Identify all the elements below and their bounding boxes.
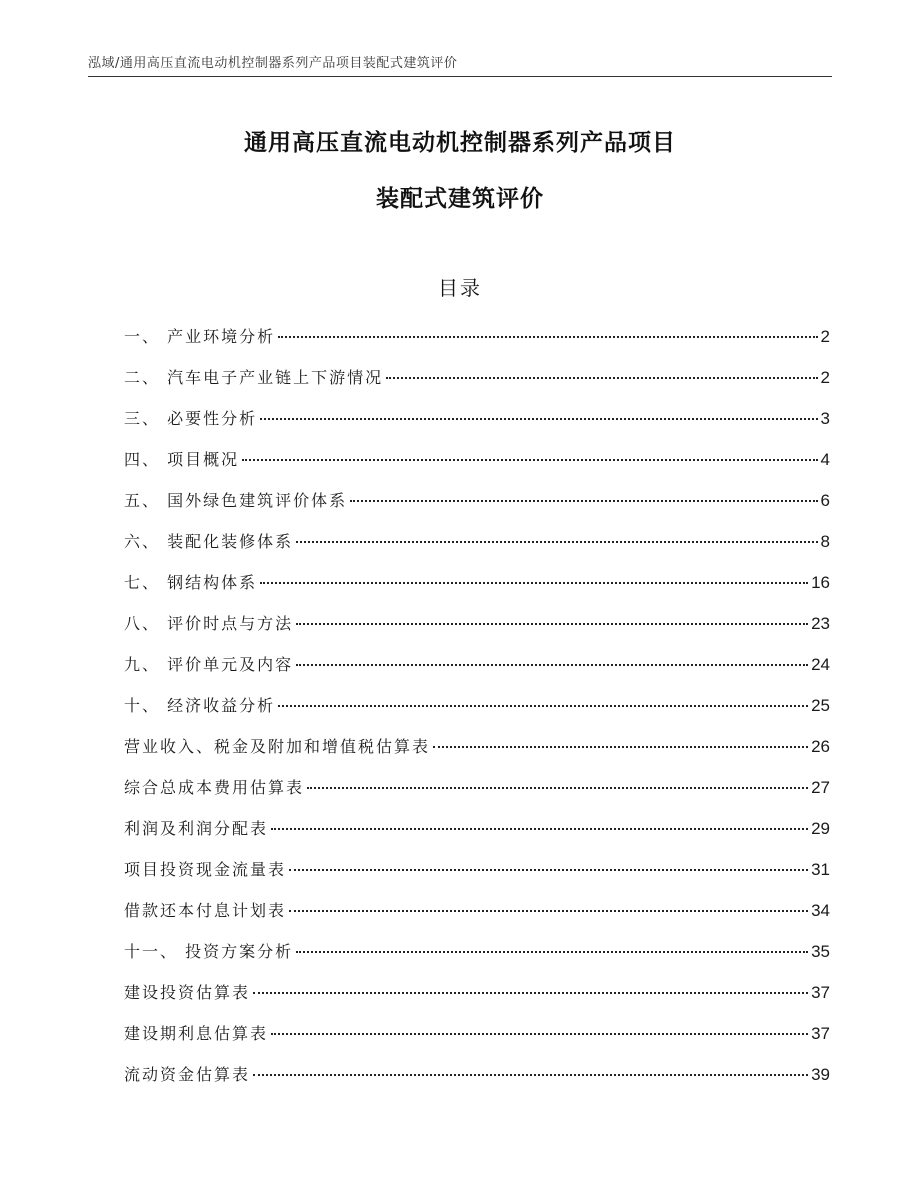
toc-heading: 目录 bbox=[438, 276, 482, 300]
toc-leader-dots bbox=[296, 541, 817, 543]
toc-entry-label: 五、 国外绿色建筑评价体系 bbox=[124, 491, 348, 510]
toc-entry-label: 建设期利息估算表 bbox=[124, 1024, 269, 1043]
toc-entry-page: 25 bbox=[811, 696, 830, 715]
toc-leader-dots bbox=[253, 1074, 808, 1076]
toc-leader-dots bbox=[296, 951, 808, 953]
toc-entry-label: 建设投资估算表 bbox=[124, 983, 251, 1002]
toc-leader-dots bbox=[260, 582, 808, 584]
toc-entry-page: 8 bbox=[820, 532, 830, 551]
toc-entry-page: 6 bbox=[820, 491, 830, 510]
header-divider bbox=[88, 76, 832, 77]
toc-entry[interactable] bbox=[124, 855, 830, 896]
toc-entry-page: 2 bbox=[820, 327, 830, 346]
toc-entry[interactable] bbox=[124, 978, 830, 1019]
toc-entry-page: 23 bbox=[811, 614, 830, 633]
toc-leader-dots bbox=[386, 377, 817, 379]
toc-entry[interactable] bbox=[124, 1019, 830, 1060]
toc-entry-page: 35 bbox=[811, 942, 830, 961]
toc-entry-label: 十一、 投资方案分析 bbox=[124, 942, 294, 961]
toc-entry-page: 3 bbox=[820, 409, 830, 428]
toc-entry-page: 37 bbox=[811, 983, 830, 1002]
toc-entry-page: 34 bbox=[811, 901, 830, 920]
toc-entry-page: 29 bbox=[811, 819, 830, 838]
toc-leader-dots bbox=[278, 336, 817, 338]
toc-entry-label: 十、 经济收益分析 bbox=[124, 696, 276, 715]
toc-leader-dots bbox=[296, 623, 808, 625]
toc-entry[interactable] bbox=[124, 527, 830, 568]
toc-entry-label: 三、 必要性分析 bbox=[124, 409, 258, 428]
toc-entry-label: 七、 钢结构体系 bbox=[124, 573, 258, 592]
toc-entry[interactable] bbox=[124, 445, 830, 486]
toc-entry[interactable] bbox=[124, 773, 830, 814]
toc-leader-dots bbox=[289, 869, 808, 871]
toc-entry[interactable] bbox=[124, 1060, 830, 1101]
toc-leader-dots bbox=[271, 828, 808, 830]
toc-entry-label: 八、 评价时点与方法 bbox=[124, 614, 294, 633]
toc-entry[interactable] bbox=[124, 691, 830, 732]
toc-leader-dots bbox=[253, 992, 808, 994]
toc-entry[interactable] bbox=[124, 404, 830, 445]
document-title-line-1: 通用高压直流电动机控制器系列产品项目 bbox=[244, 130, 676, 156]
running-header: 泓域/通用高压直流电动机控制器系列产品项目装配式建筑评价 bbox=[88, 56, 458, 71]
toc-entry[interactable] bbox=[124, 814, 830, 855]
toc-entry-label: 流动资金估算表 bbox=[124, 1065, 251, 1084]
document-title-line-2: 装配式建筑评价 bbox=[376, 186, 544, 212]
toc-entry-label: 一、 产业环境分析 bbox=[124, 327, 276, 346]
toc-entry-page: 39 bbox=[811, 1065, 830, 1084]
toc-leader-dots bbox=[350, 500, 817, 502]
toc-entry-label: 综合总成本费用估算表 bbox=[124, 778, 305, 797]
toc-leader-dots bbox=[289, 910, 808, 912]
toc-entry-label: 项目投资现金流量表 bbox=[124, 860, 287, 879]
toc-entry[interactable] bbox=[124, 322, 830, 363]
toc-leader-dots bbox=[307, 787, 808, 789]
toc-leader-dots bbox=[278, 705, 808, 707]
toc-entry-label: 借款还本付息计划表 bbox=[124, 901, 287, 920]
toc-entry-page: 2 bbox=[820, 368, 830, 387]
toc-entry[interactable] bbox=[124, 937, 830, 978]
toc-entry[interactable] bbox=[124, 609, 830, 650]
toc-entry-page: 26 bbox=[811, 737, 830, 756]
toc-entry-page: 37 bbox=[811, 1024, 830, 1043]
toc-entry-label: 四、 项目概况 bbox=[124, 450, 240, 469]
toc-leader-dots bbox=[260, 418, 817, 420]
toc-entry[interactable] bbox=[124, 363, 830, 404]
toc-entry-page: 31 bbox=[811, 860, 830, 879]
toc-entry-label: 二、 汽车电子产业链上下游情况 bbox=[124, 368, 384, 387]
toc-entry-page: 4 bbox=[820, 450, 830, 469]
toc-entry[interactable] bbox=[124, 650, 830, 691]
toc-entry-page: 24 bbox=[811, 655, 830, 674]
toc-entry[interactable] bbox=[124, 568, 830, 609]
toc-entry-page: 16 bbox=[811, 573, 830, 592]
toc-leader-dots bbox=[433, 746, 808, 748]
toc-leader-dots bbox=[296, 664, 808, 666]
toc-leader-dots bbox=[271, 1033, 808, 1035]
toc-entry-label: 利润及利润分配表 bbox=[124, 819, 269, 838]
toc-entry[interactable] bbox=[124, 486, 830, 527]
toc-entry-label: 营业收入、税金及附加和增值税估算表 bbox=[124, 737, 431, 756]
toc-entry-label: 六、 装配化装修体系 bbox=[124, 532, 294, 551]
toc-entry[interactable] bbox=[124, 896, 830, 937]
toc-entry-label: 九、 评价单元及内容 bbox=[124, 655, 294, 674]
table-of-contents bbox=[124, 322, 830, 1101]
toc-leader-dots bbox=[242, 459, 817, 461]
toc-entry[interactable] bbox=[124, 732, 830, 773]
toc-entry-page: 27 bbox=[811, 778, 830, 797]
